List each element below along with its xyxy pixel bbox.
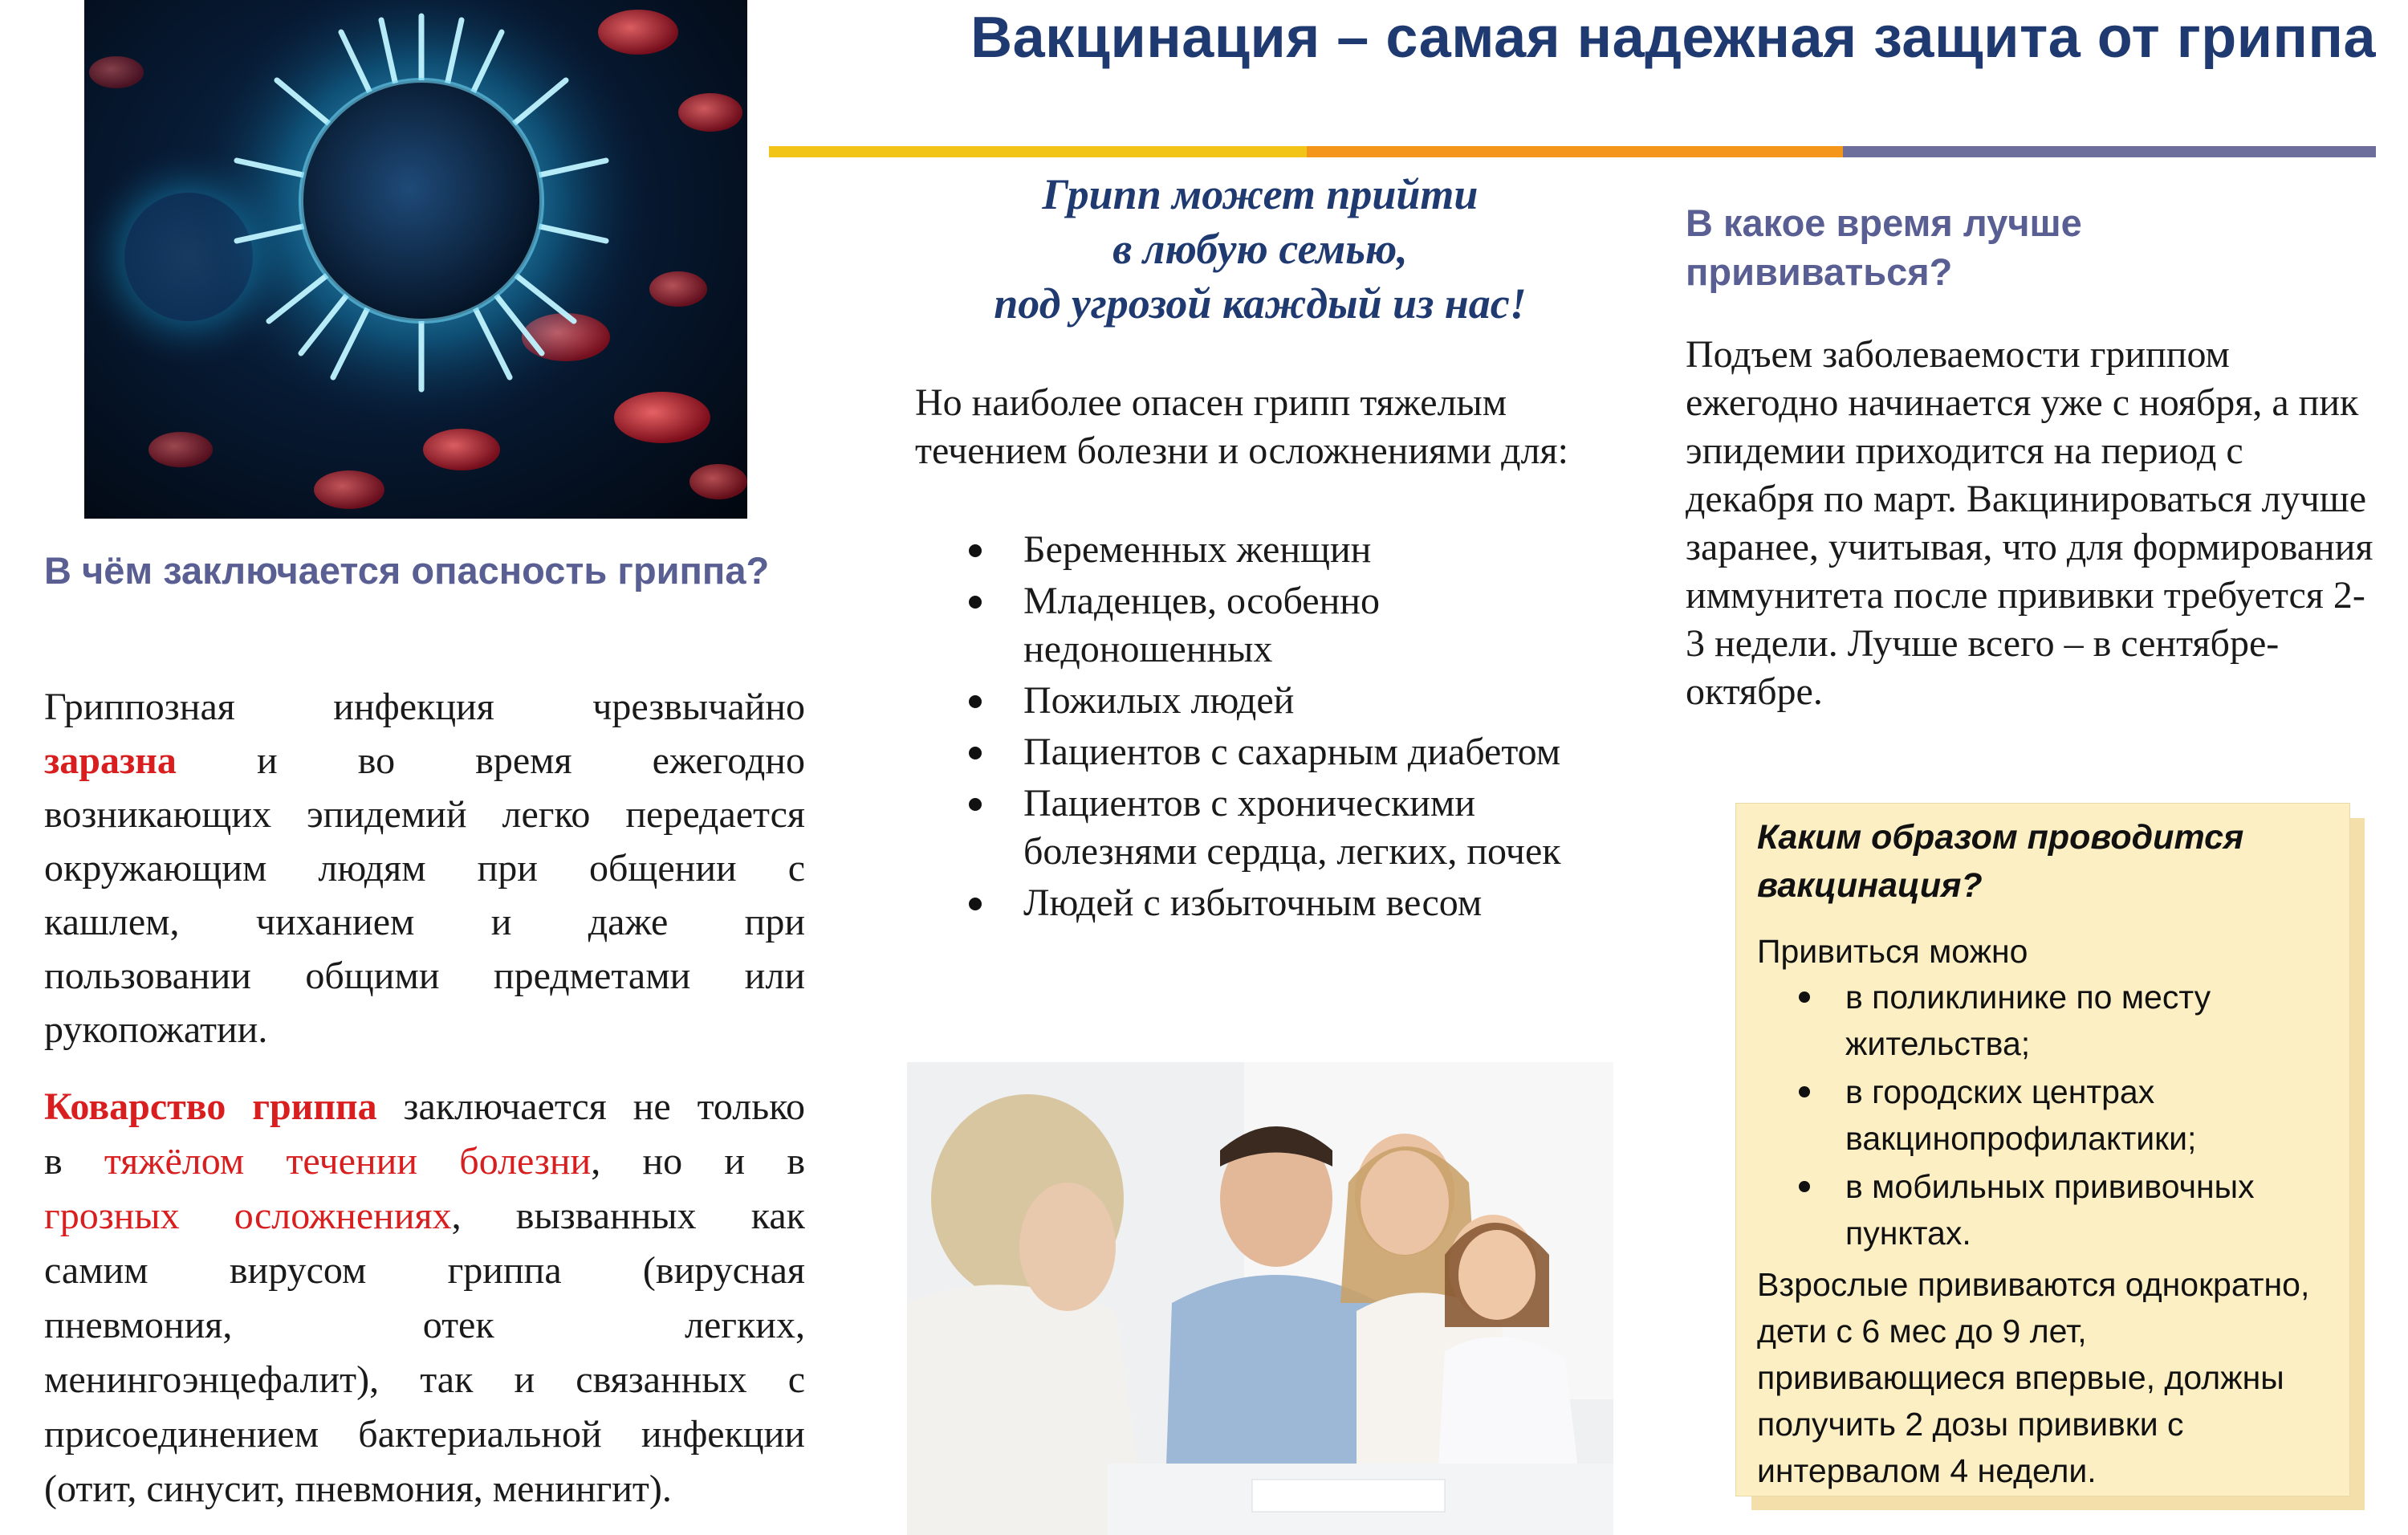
text-line: пользовании общими предметами или — [44, 955, 805, 997]
list-item-text: в городских центрах вакцинопрофилактики; — [1845, 1073, 2197, 1157]
text-line: окружающим людям при общении с — [44, 847, 805, 890]
text-fragment: и во время ежегодно — [257, 739, 805, 782]
text-fragment: в — [44, 1140, 63, 1183]
risk-groups-list — [967, 526, 1609, 930]
text-line: пневмония, отек легких, — [44, 1304, 805, 1346]
slogan-line: в любую семью, — [1112, 225, 1408, 273]
list-item-text: Людей с избыточным весом — [1023, 882, 1483, 924]
text-fragment: , вызванных как — [451, 1195, 806, 1237]
list-item-text: Пожилых людей — [1023, 679, 1295, 722]
list-item — [967, 526, 1609, 574]
bullet-icon — [969, 596, 982, 609]
bullet-icon — [1799, 1181, 1810, 1192]
text-line: самим вирусом гриппа (вирусная — [44, 1249, 805, 1292]
bullet-icon — [969, 544, 982, 557]
danger-paragraph — [44, 680, 805, 1057]
list-item-text: в мобильных прививочных пунктах. — [1845, 1168, 2255, 1252]
slogan-line: под угрозой каждый из нас! — [994, 279, 1527, 328]
title-underline — [769, 146, 2376, 157]
danger-heading: В чём заключается опасность гриппа? — [44, 549, 770, 592]
virus-illustration — [84, 0, 747, 519]
list-item-text: Младенцев, особенно недоношенных — [1023, 580, 1380, 670]
bullet-icon — [969, 747, 982, 759]
vaccination-places-list — [1799, 974, 2329, 1258]
bullet-icon — [969, 695, 982, 708]
list-item — [967, 677, 1609, 725]
list-item-text: Пациентов с хроническими болезнями сердца, легких, почек — [1023, 782, 1561, 873]
text-fragment: заключается не только — [403, 1085, 805, 1128]
bullet-icon — [1799, 1086, 1810, 1097]
box-intro: Привиться можно — [1757, 933, 2028, 970]
text-line: кашлем, чиханием и даже при — [44, 901, 805, 943]
list-item-text: в поликлинике по месту жительства; — [1845, 979, 2211, 1062]
text-line: (отит, синусит, пневмония, менингит). — [44, 1468, 672, 1510]
virus-graphic — [84, 0, 747, 519]
bullet-icon — [969, 898, 982, 910]
bullet-icon — [1799, 991, 1810, 1003]
slogan-line: Грипп может прийти — [1042, 170, 1479, 218]
timing-paragraph: Подъем заболеваемости гриппом ежегодно начинается уже с ноября, а пик эпидемии приходится на период с декабря по март. Вакцинироваться лучше заранее, учитывая, что для формирования иммунитета после прививки требуется 2-3 недели. Лучше всего – в сентябре-октябре. — [1686, 333, 2373, 713]
vaccination-info-box — [1735, 803, 2350, 1496]
family-photo-graphic — [907, 1062, 1613, 1535]
list-item — [1799, 1163, 2329, 1256]
text-fragment: , но и в — [591, 1140, 805, 1183]
box-heading: Каким образом проводится вакцинация? — [1757, 818, 2244, 905]
list-item-text: Пациентов с сахарным диабетом — [1023, 731, 1561, 773]
page-title: Вакцинация – самая надежная защита от гриппа — [970, 6, 2376, 70]
text-line: присоединением бактериальной инфекции — [44, 1413, 805, 1456]
underline-orange-segment — [1307, 146, 1843, 157]
text-line: возникающих эпидемий легко передается — [44, 793, 805, 836]
risk-groups-intro: Но наиболее опасен грипп тяжелым течением болезни и осложнениями для: — [915, 381, 1568, 472]
text-line — [44, 734, 805, 788]
text-line: Гриппозная инфекция чрезвычайно — [44, 686, 805, 728]
box-footer: Взрослые прививаются однократно, дети с 6 мес до 9 лет, прививающиеся впервые, должны получить 2 дозы прививки с интервалом 4 недели. — [1757, 1266, 2310, 1489]
timing-heading: В какое время лучше прививаться? — [1686, 202, 2082, 293]
list-item — [967, 780, 1609, 876]
list-item — [967, 879, 1609, 927]
text-line: рукопожатии. — [44, 1008, 268, 1051]
list-item — [1799, 974, 2329, 1067]
text-line — [44, 1189, 805, 1244]
highlight-severe-course: тяжёлом течении болезни — [104, 1140, 592, 1183]
bullet-icon — [969, 798, 982, 811]
list-item — [967, 728, 1609, 776]
slogan — [907, 167, 1613, 331]
text-line — [44, 1134, 805, 1189]
list-item — [967, 577, 1609, 674]
list-item-text: Беременных женщин — [1023, 528, 1372, 571]
list-item — [1799, 1069, 2329, 1162]
highlight-contagious: заразна — [44, 739, 177, 782]
underline-yellow-segment — [769, 146, 1307, 157]
highlight-insidiousness: Коварство гриппа — [44, 1085, 377, 1128]
highlight-complications: грозных осложнениях — [44, 1195, 452, 1237]
family-consultation-photo — [907, 1062, 1613, 1535]
underline-purple-segment — [1843, 146, 2376, 157]
text-line — [44, 1080, 805, 1134]
text-line: менингоэнцефалит), так и связанных с — [44, 1358, 805, 1401]
insidiousness-paragraph — [44, 1080, 805, 1517]
